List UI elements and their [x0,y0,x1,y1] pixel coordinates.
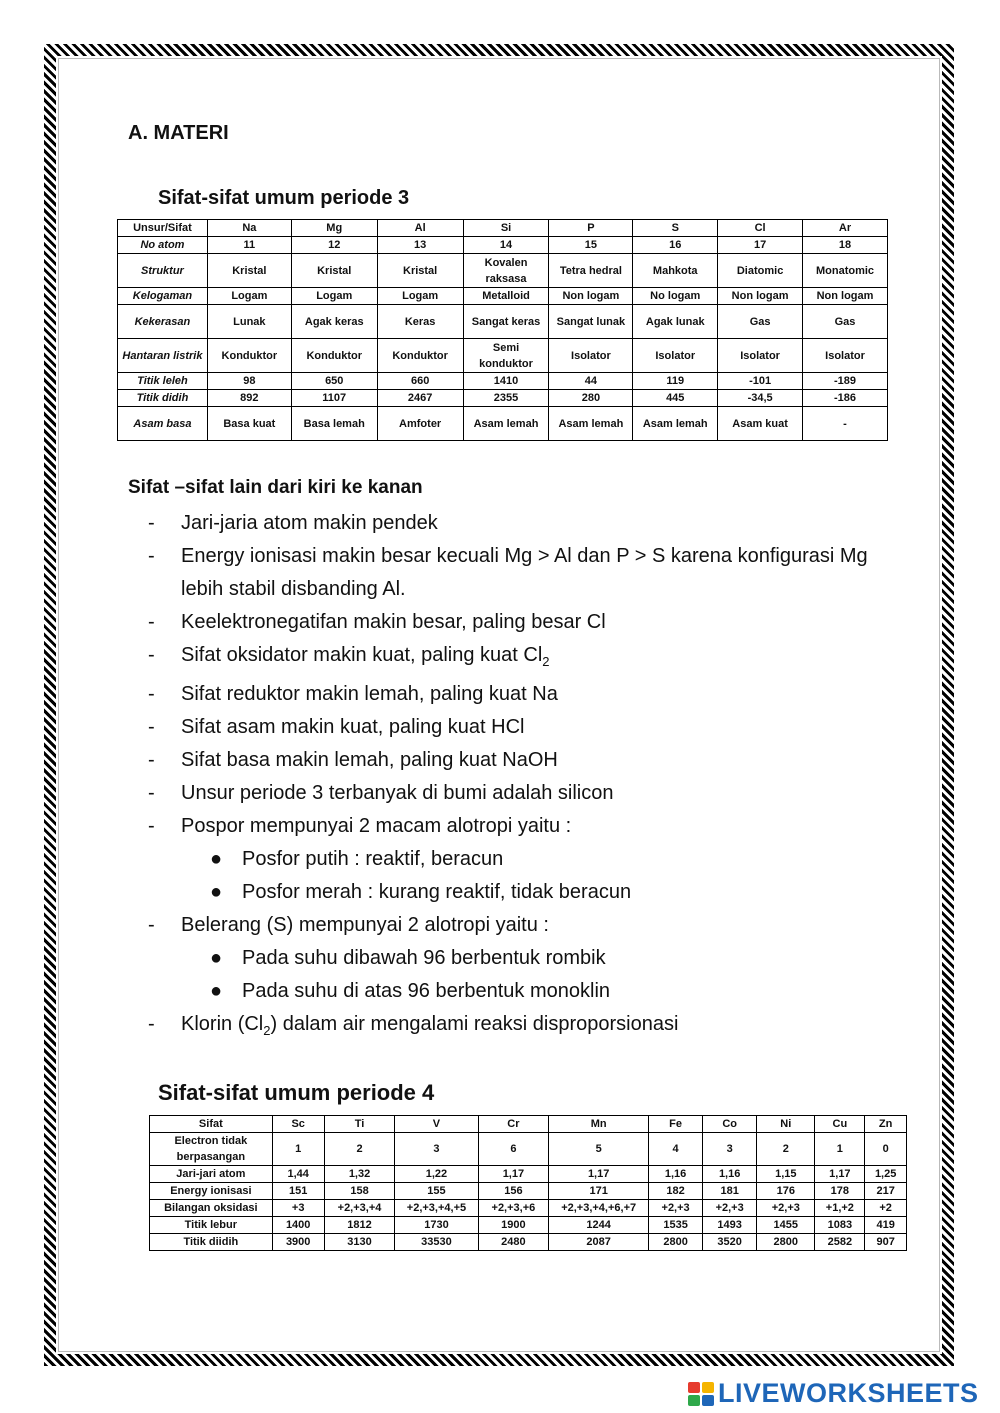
table-cell: 33530 [395,1234,478,1251]
table-cell: 151 [272,1183,324,1200]
table-cell: 98 [207,373,291,390]
table-cell: 44 [549,373,633,390]
list-item-text: Klorin (Cl [181,1013,264,1035]
table-cell: Amfoter [377,407,463,441]
dash-bullet: - [148,782,155,804]
table-cell: 16 [633,237,718,254]
table-cell: 3130 [324,1234,395,1251]
bullet-dot-icon: ● [210,881,223,903]
table-cell: 119 [633,373,718,390]
list-item-text: Energy ionisasi makin besar kecuali Mg > Al dan P > S karena konfigurasi Mg lebih stabil disbanding Al. [181,545,868,600]
list-item-text: Pospor mempunyai 2 macam alotropi yaitu : [181,815,572,837]
properties-title: Sifat –sifat lain dari kiri ke kanan [128,477,423,498]
table-row [118,237,888,254]
table-cell: 12 [291,237,377,254]
dash-bullet: - [148,512,155,534]
table-cell: 1,16 [649,1166,703,1183]
table-cell: 1,25 [865,1166,907,1183]
period3-table [117,219,888,441]
dash-bullet: - [148,914,155,936]
table-cell: 1,32 [324,1166,395,1183]
table-cell: 14 [463,237,549,254]
table-cell: No logam [633,288,718,305]
table-cell: 907 [865,1234,907,1251]
table-cell: 3 [395,1133,478,1166]
table-header-cell: P [549,220,633,237]
table-cell: 1 [815,1133,865,1166]
table4-title: Sifat-sifat umum periode 4 [158,1080,435,1105]
logo-text: LIVEWORKSHEETS [718,1378,979,1408]
list-item-text: Sifat basa makin lemah, paling kuat NaOH [181,749,558,771]
table-cell: +2,+3 [703,1200,757,1217]
table-header-cell: Na [207,220,291,237]
table-cell: Tetra hedral [549,254,633,288]
sub-list-item [148,876,908,909]
table-cell: Isolator [549,339,633,373]
table-header-cell: Si [463,220,549,237]
row-label: Asam basa [118,407,208,441]
table-cell: +1,+2 [815,1200,865,1217]
table-row [118,373,888,390]
table-cell: +2,+3,+4,+6,+7 [549,1200,649,1217]
table-cell: 650 [291,373,377,390]
table-row [150,1217,907,1234]
subscript: 2 [263,1023,271,1038]
table-cell: 1900 [478,1217,549,1234]
table-cell: 1,16 [703,1166,757,1183]
table-cell: 1,17 [478,1166,549,1183]
table-row [118,339,888,373]
table-cell: - [803,407,888,441]
table-cell: 1,15 [757,1166,815,1183]
table-header-cell: Ti [324,1116,395,1133]
table-cell: Agak lunak [633,305,718,339]
table-header-cell: Cu [815,1116,865,1133]
sub-list-item-text: Pada suhu di atas 96 berbentuk monoklin [242,980,611,1002]
table-cell: Konduktor [207,339,291,373]
table-cell: +2 [865,1200,907,1217]
table-cell: Asam kuat [718,407,803,441]
table-cell: 15 [549,237,633,254]
table-cell: Basa lemah [291,407,377,441]
list-item [148,777,908,810]
table-cell: 3520 [703,1234,757,1251]
sub-list-item [148,843,908,876]
table-cell: Keras [377,305,463,339]
list-item [148,540,908,606]
row-label: Energy ionisasi [150,1183,273,1200]
table-row [150,1234,907,1251]
sub-list-item-text: Pada suhu dibawah 96 berbentuk rombik [242,947,606,969]
table-cell: 2467 [377,390,463,407]
row-label: No atom [118,237,208,254]
table-cell: 2 [324,1133,395,1166]
table-cell: 892 [207,390,291,407]
table-cell: Logam [377,288,463,305]
table-cell: +3 [272,1200,324,1217]
table-cell: Kristal [377,254,463,288]
list-item [148,1008,908,1047]
table-cell: 5 [549,1133,649,1166]
table-cell: Gas [803,305,888,339]
bullet-dot-icon: ● [210,848,223,870]
section-heading: A. MATERI [128,122,229,144]
table-cell: 1493 [703,1217,757,1234]
dash-bullet: - [148,1013,155,1035]
table-cell: Logam [207,288,291,305]
table-cell: 217 [865,1183,907,1200]
table-row [118,305,888,339]
bullet-dot-icon: ● [210,947,223,969]
list-item [148,678,908,711]
logo-square-green [688,1395,700,1406]
table-cell: 155 [395,1183,478,1200]
subscript: 2 [542,654,550,669]
table-cell: -186 [803,390,888,407]
table-cell: 1535 [649,1217,703,1234]
table-header-label: Unsur/Sifat [118,220,208,237]
table-row [150,1133,907,1166]
table-cell: 3900 [272,1234,324,1251]
table-cell: Sangat keras [463,305,549,339]
table-row [150,1166,907,1183]
table-header-cell: Cl [718,220,803,237]
list-item [148,711,908,744]
sub-list-item [148,942,908,975]
table-cell: 1455 [757,1217,815,1234]
table-cell: 1 [272,1133,324,1166]
table-cell: 2582 [815,1234,865,1251]
table-cell: 181 [703,1183,757,1200]
table-cell: Logam [291,288,377,305]
table-header-cell: Mg [291,220,377,237]
table-cell: 2 [757,1133,815,1166]
logo-square-yellow [702,1382,714,1393]
table-cell: Agak keras [291,305,377,339]
list-item-text: Keelektronegatifan makin besar, paling besar Cl [181,611,606,633]
table-cell: 445 [633,390,718,407]
table-cell: 1,17 [549,1166,649,1183]
table-header-cell: Al [377,220,463,237]
list-item [148,507,908,540]
list-item-text: Belerang (S) mempunyai 2 alotropi yaitu : [181,914,549,936]
table-cell: 4 [649,1133,703,1166]
table-cell: 11 [207,237,291,254]
period4-table [149,1115,907,1251]
list-item [148,909,908,942]
table-cell: 3 [703,1133,757,1166]
dash-bullet: - [148,683,155,705]
dash-bullet: - [148,749,155,771]
table-cell: 17 [718,237,803,254]
table-header-cell: Fe [649,1116,703,1133]
table-cell: Mahkota [633,254,718,288]
table-cell: 419 [865,1217,907,1234]
list-item-text: Sifat oksidator makin kuat, paling kuat Cl [181,644,543,666]
table-cell: 1400 [272,1217,324,1234]
logo-square-red [688,1382,700,1393]
table-row [150,1200,907,1217]
table-cell: 176 [757,1183,815,1200]
table-cell: -34,5 [718,390,803,407]
table-cell: 2087 [549,1234,649,1251]
dash-bullet: - [148,644,155,666]
table-row [118,254,888,288]
table-cell: Non logam [549,288,633,305]
table-header-label: Sifat [150,1116,273,1133]
row-label: Titik diidih [150,1234,273,1251]
table-cell: +2,+3 [649,1200,703,1217]
table-row [150,1183,907,1200]
liveworksheets-logo [688,1378,979,1409]
table-cell: Semi konduktor [463,339,549,373]
table-cell: 171 [549,1183,649,1200]
table-cell: +2,+3 [757,1200,815,1217]
table-cell: -189 [803,373,888,390]
table-cell: Isolator [718,339,803,373]
table-cell: +2,+3,+4 [324,1200,395,1217]
table-cell: 1083 [815,1217,865,1234]
row-label: Titik leleh [118,373,208,390]
list-item [148,639,908,678]
table-cell: 1730 [395,1217,478,1234]
table-cell: Asam lemah [549,407,633,441]
table-header-cell: Ni [757,1116,815,1133]
table-header-cell: Ar [803,220,888,237]
table-row [118,390,888,407]
table-cell: 158 [324,1183,395,1200]
table-cell: Metalloid [463,288,549,305]
table-cell: Monatomic [803,254,888,288]
table-header-cell: Cr [478,1116,549,1133]
table-cell: 18 [803,237,888,254]
list-item-text: Unsur periode 3 terbanyak di bumi adalah silicon [181,782,614,804]
table-cell: Non logam [718,288,803,305]
list-item [148,810,908,843]
list-item-text: ) dalam air mengalami reaksi disproporsionasi [270,1013,679,1035]
table-cell: 6 [478,1133,549,1166]
table-cell: 1,17 [815,1166,865,1183]
table-header-cell: Zn [865,1116,907,1133]
row-label: Titik lebur [150,1217,273,1234]
table-cell: 1244 [549,1217,649,1234]
table-cell: 2480 [478,1234,549,1251]
table-row [118,407,888,441]
table-cell: 13 [377,237,463,254]
row-label: Kelogaman [118,288,208,305]
bullet-dot-icon: ● [210,980,223,1002]
sub-list-item [148,975,908,1008]
list-item [148,606,908,639]
table-cell: Konduktor [291,339,377,373]
list-item-text: Sifat asam makin kuat, paling kuat HCl [181,716,525,738]
table-cell: Non logam [803,288,888,305]
table-cell: Konduktor [377,339,463,373]
table-cell: 1812 [324,1217,395,1234]
table-cell: Gas [718,305,803,339]
row-label: Jari-jari atom [150,1166,273,1183]
row-label: Struktur [118,254,208,288]
table-row [118,288,888,305]
table-cell: Asam lemah [463,407,549,441]
logo-grid-icon [688,1382,714,1406]
table-cell: 1107 [291,390,377,407]
table3-title: Sifat-sifat umum periode 3 [158,187,410,209]
table-header-cell: S [633,220,718,237]
table-cell: Isolator [633,339,718,373]
row-label: Bilangan oksidasi [150,1200,273,1217]
dash-bullet: - [148,611,155,633]
sub-list-item-text: Posfor putih : reaktif, beracun [242,848,504,870]
table-cell: Asam lemah [633,407,718,441]
table-cell: 156 [478,1183,549,1200]
table-cell: 178 [815,1183,865,1200]
list-item-text: Jari-jaria atom makin pendek [181,512,438,534]
table-cell: Isolator [803,339,888,373]
row-label: Electron tidak berpasangan [150,1133,273,1166]
table-cell: 2800 [757,1234,815,1251]
table-cell: 182 [649,1183,703,1200]
table-header-cell: V [395,1116,478,1133]
table-cell: Kristal [207,254,291,288]
row-label: Kekerasan [118,305,208,339]
table-cell: Diatomic [718,254,803,288]
table-header-cell: Mn [549,1116,649,1133]
table-cell: +2,+3,+4,+5 [395,1200,478,1217]
table-cell: 2355 [463,390,549,407]
dash-bullet: - [148,716,155,738]
table-cell: +2,+3,+6 [478,1200,549,1217]
dash-bullet: - [148,815,155,837]
table-header-cell: Co [703,1116,757,1133]
row-label: Hantaran listrik [118,339,208,373]
table-cell: Sangat lunak [549,305,633,339]
logo-square-blue [702,1395,714,1406]
table-cell: Kovalen raksasa [463,254,549,288]
table-cell: Kristal [291,254,377,288]
table-cell: 280 [549,390,633,407]
properties-list [148,507,908,1047]
dash-bullet: - [148,545,155,567]
sub-list-item-text: Posfor merah : kurang reaktif, tidak beracun [242,881,632,903]
table-cell: Basa kuat [207,407,291,441]
table-cell: 0 [865,1133,907,1166]
row-label: Titik didih [118,390,208,407]
table-cell: 1410 [463,373,549,390]
table-cell: 2800 [649,1234,703,1251]
table-cell: 1,22 [395,1166,478,1183]
list-item [148,744,908,777]
table-cell: -101 [718,373,803,390]
table-cell: Lunak [207,305,291,339]
table-header-cell: Sc [272,1116,324,1133]
list-item-text: Sifat reduktor makin lemah, paling kuat Na [181,683,558,705]
table-cell: 1,44 [272,1166,324,1183]
table-cell: 660 [377,373,463,390]
